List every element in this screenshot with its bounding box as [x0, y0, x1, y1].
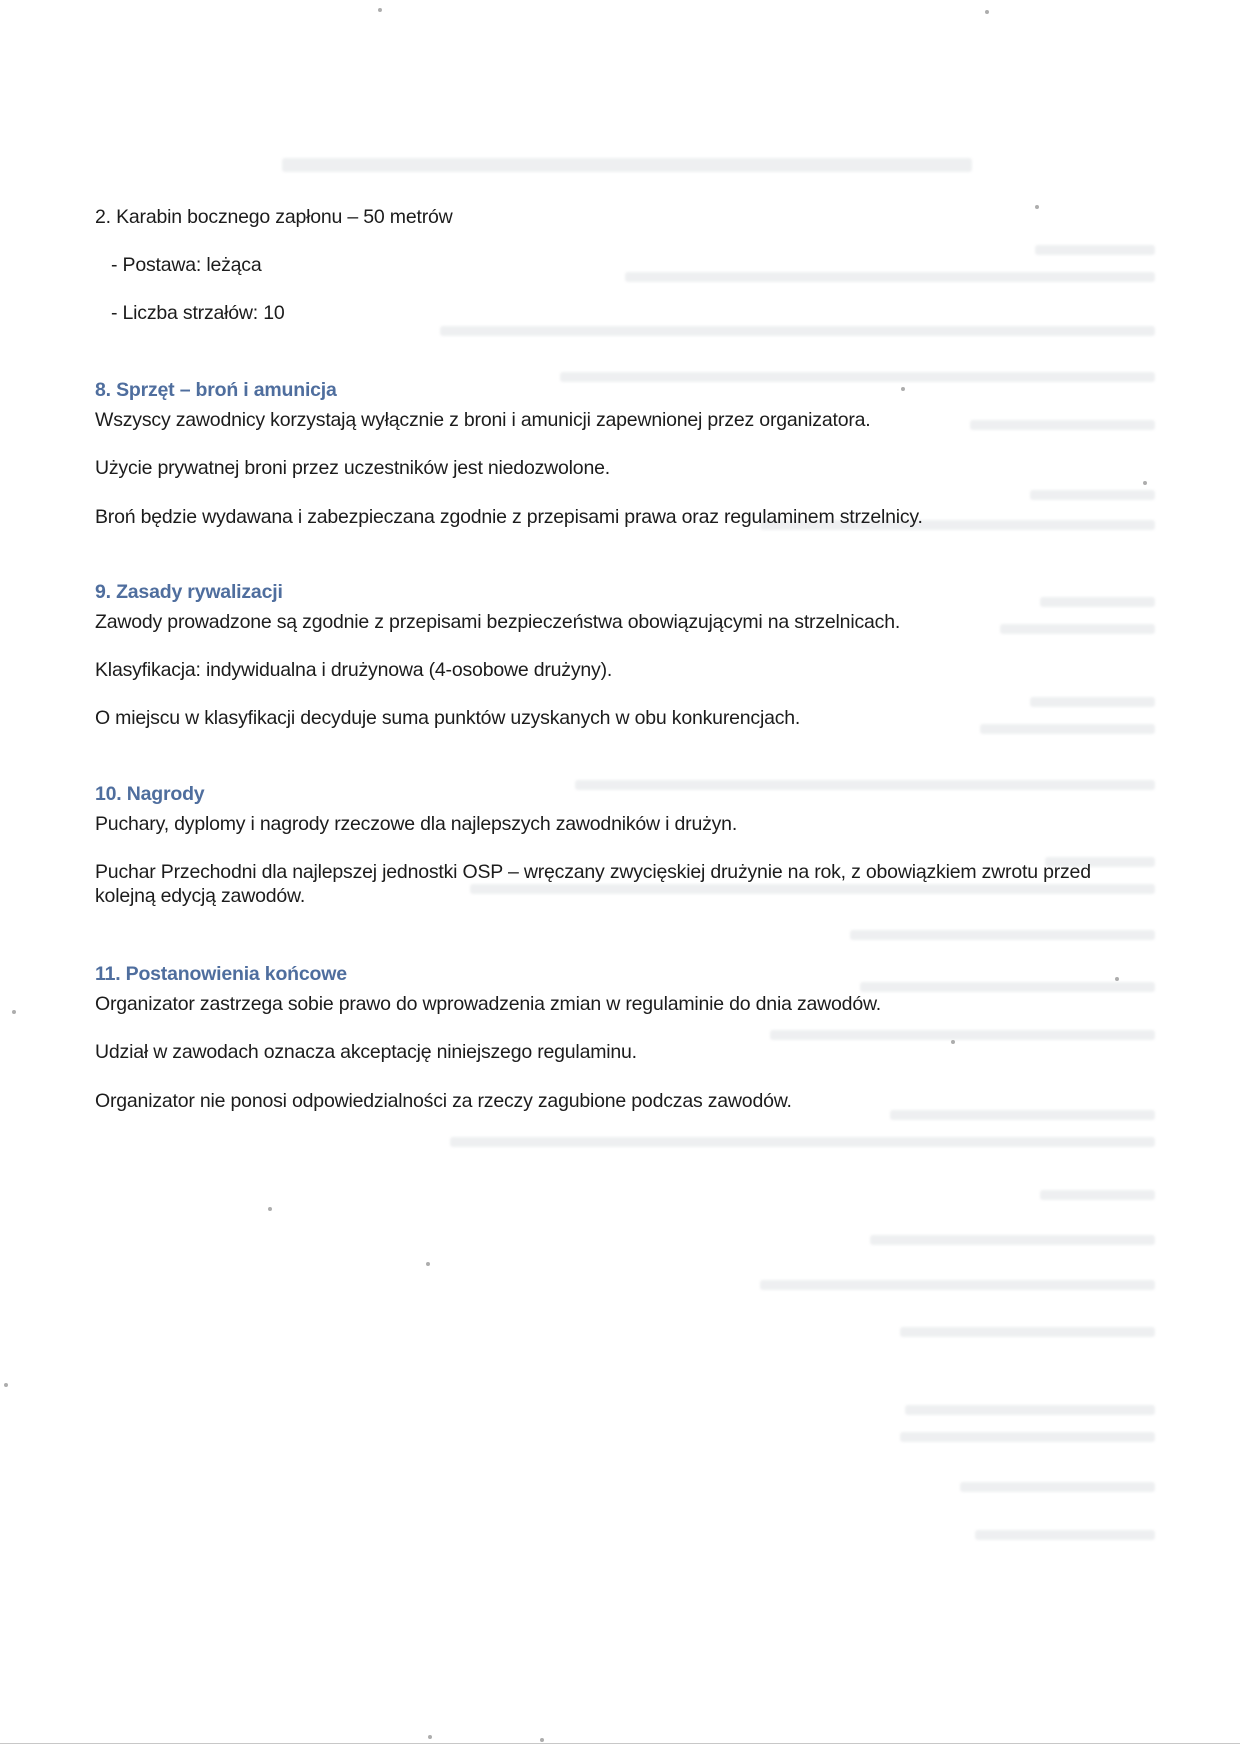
paragraph: Zawody prowadzone są zgodnie z przepisami bezpieczeństwa obowiązującymi na strzelnicach. — [95, 611, 901, 633]
paragraph: Wszyscy zawodnicy korzystają wyłącznie z broni i amunicji zapewnionej przez organizatora. — [95, 409, 871, 431]
competition-item-title: 2. Karabin bocznego zapłonu – 50 metrów — [95, 206, 453, 228]
paragraph: Udział w zawodach oznacza akceptację niniejszego regulaminu. — [95, 1041, 637, 1063]
section-heading-competition-rules: 9. Zasady rywalizacji — [95, 581, 283, 603]
paragraph: Puchary, dyplomy i nagrody rzeczowe dla najlepszych zawodników i drużyn. — [95, 813, 738, 835]
paragraph: Broń będzie wydawana i zabezpieczana zgodnie z przepisami prawa oraz regulaminem strzelnicy. — [95, 506, 923, 528]
section-heading-awards: 10. Nagrody — [95, 783, 205, 805]
scan-bottom-edge — [0, 1743, 1240, 1744]
paragraph: Użycie prywatnej broni przez uczestników jest niedozwolone. — [95, 457, 610, 479]
paragraph: Organizator zastrzega sobie prawo do wprowadzenia zmian w regulaminie do dnia zawodów. — [95, 993, 881, 1015]
competition-item-position: - Postawa: leżąca — [111, 254, 262, 276]
competition-item-shots: - Liczba strzałów: 10 — [111, 302, 285, 324]
section-heading-final-provisions: 11. Postanowienia końcowe — [95, 963, 347, 985]
paragraph: Organizator nie ponosi odpowiedzialności za rzeczy zagubione podczas zawodów. — [95, 1090, 792, 1112]
paragraph: Puchar Przechodni dla najlepszej jednostki OSP – wręczany zwycięskiej drużynie na rok, z obowiązkiem zwrotu przed kolejną edycją zawodów. — [95, 861, 1091, 907]
section-heading-equipment: 8. Sprzęt – broń i amunicja — [95, 379, 337, 401]
paragraph: Klasyfikacja: indywidualna i drużynowa (4-osobowe drużyny). — [95, 659, 613, 681]
paragraph: O miejscu w klasyfikacji decyduje suma punktów uzyskanych w obu konkurencjach. — [95, 707, 801, 729]
